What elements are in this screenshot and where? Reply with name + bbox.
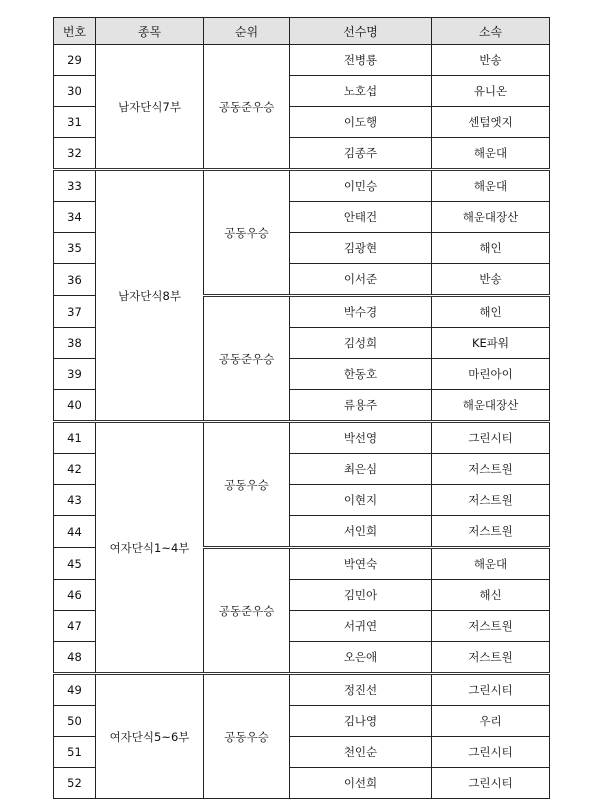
row-number: 41 — [54, 422, 96, 454]
player-team: 그린시티 — [432, 422, 550, 454]
player-name: 정진선 — [290, 674, 432, 706]
player-team: 저스트원 — [432, 454, 550, 485]
row-number: 51 — [54, 737, 96, 768]
row-number: 49 — [54, 674, 96, 706]
rank-cell: 공동우승 — [204, 170, 290, 296]
player-name: 이민승 — [290, 170, 432, 202]
row-number: 45 — [54, 548, 96, 580]
rank-cell: 공동우승 — [204, 422, 290, 548]
player-name: 박수경 — [290, 296, 432, 328]
header-event: 종목 — [96, 18, 204, 45]
row-number: 29 — [54, 45, 96, 76]
player-team: 그린시티 — [432, 768, 550, 799]
header-player-name: 선수명 — [290, 18, 432, 45]
player-team: KE파워 — [432, 328, 550, 359]
event-cell: 여자단식1~4부 — [96, 422, 204, 674]
event-cell: 남자단식8부 — [96, 170, 204, 422]
header-row — [54, 18, 550, 45]
player-name: 김민아 — [290, 580, 432, 611]
player-team: 저스트원 — [432, 516, 550, 548]
row-number: 38 — [54, 328, 96, 359]
row-number: 47 — [54, 611, 96, 642]
row-number: 36 — [54, 264, 96, 296]
row-number: 39 — [54, 359, 96, 390]
player-team: 반송 — [432, 264, 550, 296]
player-team: 센텀엣지 — [432, 107, 550, 138]
row-number: 43 — [54, 485, 96, 516]
header-rank: 순위 — [204, 18, 290, 45]
table-row — [54, 170, 550, 202]
player-name: 최은심 — [290, 454, 432, 485]
row-number: 42 — [54, 454, 96, 485]
player-team: 저스트원 — [432, 611, 550, 642]
row-number: 33 — [54, 170, 96, 202]
player-name: 서귀연 — [290, 611, 432, 642]
player-name: 박선영 — [290, 422, 432, 454]
row-number: 32 — [54, 138, 96, 170]
row-number: 30 — [54, 76, 96, 107]
player-name: 이선희 — [290, 768, 432, 799]
rank-cell: 공동우승 — [204, 674, 290, 799]
player-name: 김나영 — [290, 706, 432, 737]
player-name: 박연숙 — [290, 548, 432, 580]
player-team: 마린아이 — [432, 359, 550, 390]
player-team: 유니온 — [432, 76, 550, 107]
rank-cell: 공동준우승 — [204, 45, 290, 170]
player-team: 그린시티 — [432, 674, 550, 706]
header-number: 번호 — [54, 18, 96, 45]
row-number: 31 — [54, 107, 96, 138]
player-team: 해운대 — [432, 548, 550, 580]
row-number: 35 — [54, 233, 96, 264]
player-name: 천인순 — [290, 737, 432, 768]
player-name: 전병룡 — [290, 45, 432, 76]
player-team: 저스트원 — [432, 642, 550, 674]
results-body — [54, 45, 550, 799]
row-number: 46 — [54, 580, 96, 611]
row-number: 50 — [54, 706, 96, 737]
player-name: 김광현 — [290, 233, 432, 264]
player-team: 그린시티 — [432, 737, 550, 768]
player-name: 안태건 — [290, 202, 432, 233]
player-team: 해인 — [432, 233, 550, 264]
player-name: 오은애 — [290, 642, 432, 674]
row-number: 40 — [54, 390, 96, 422]
row-number: 52 — [54, 768, 96, 799]
player-name: 김종주 — [290, 138, 432, 170]
player-team: 해운대 — [432, 138, 550, 170]
player-name: 노호섭 — [290, 76, 432, 107]
row-number: 48 — [54, 642, 96, 674]
player-team: 우리 — [432, 706, 550, 737]
player-name: 서인희 — [290, 516, 432, 548]
event-cell: 여자단식5~6부 — [96, 674, 204, 799]
player-name: 류용주 — [290, 390, 432, 422]
table-row — [54, 422, 550, 454]
player-name: 이현지 — [290, 485, 432, 516]
table-row — [54, 674, 550, 706]
header-team: 소속 — [432, 18, 550, 45]
table-row — [54, 45, 550, 76]
player-name: 김성희 — [290, 328, 432, 359]
player-name: 이서준 — [290, 264, 432, 296]
player-name: 이도행 — [290, 107, 432, 138]
player-team: 해운대장산 — [432, 390, 550, 422]
event-cell: 남자단식7부 — [96, 45, 204, 170]
row-number: 34 — [54, 202, 96, 233]
player-team: 해인 — [432, 296, 550, 328]
results-table — [53, 17, 550, 799]
rank-cell: 공동준우승 — [204, 548, 290, 674]
player-team: 해신 — [432, 580, 550, 611]
player-team: 저스트원 — [432, 485, 550, 516]
player-name: 한동호 — [290, 359, 432, 390]
row-number: 44 — [54, 516, 96, 548]
rank-cell: 공동준우승 — [204, 296, 290, 422]
player-team: 해운대 — [432, 170, 550, 202]
player-team: 반송 — [432, 45, 550, 76]
row-number: 37 — [54, 296, 96, 328]
player-team: 해운대장산 — [432, 202, 550, 233]
